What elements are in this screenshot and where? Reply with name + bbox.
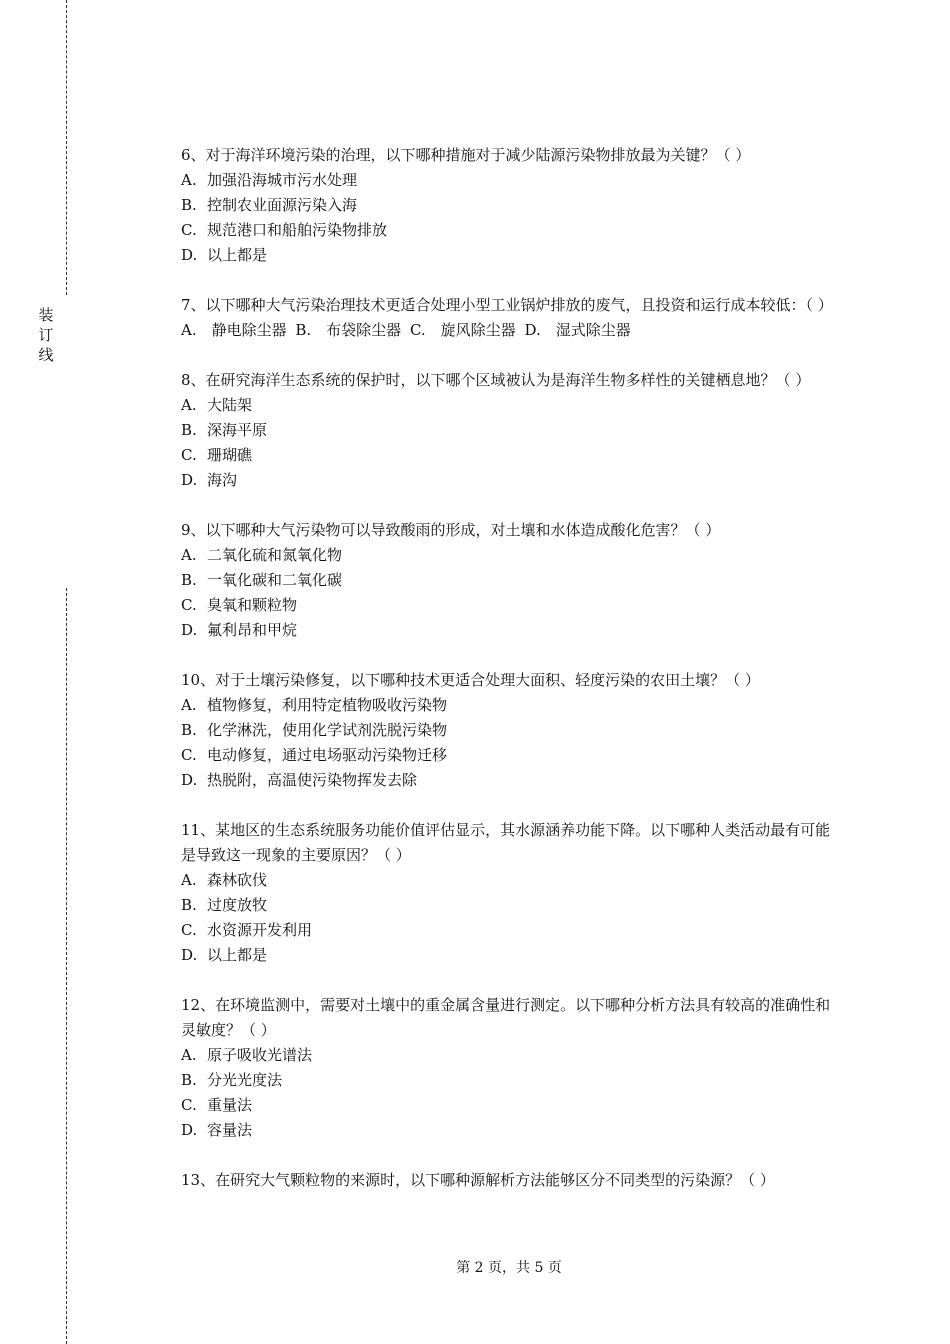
option-text: 重量法: [207, 1096, 253, 1114]
option-letter: A.: [181, 871, 197, 889]
page-number-footer: 第 2 页，共 5 页: [456, 1260, 562, 1276]
question-text: 6、对于海洋环境污染的治理，以下哪种措施对于减少陆源污染物排放最为关键？（ ）: [181, 146, 751, 164]
option-c: C. 旋风除尘器: [409, 321, 516, 339]
question-13: [181, 1168, 841, 1193]
option-letter: C.: [181, 221, 197, 239]
question-text: 8、在研究海洋生态系统的保护时，以下哪个区域被认为是海洋生物多样性的关键栖息地？（ ）: [181, 371, 811, 389]
option-letter: C.: [181, 746, 197, 764]
option-c: [181, 218, 841, 243]
option-text: 深海平原: [207, 421, 268, 439]
binding-char-1: 装: [38, 306, 54, 324]
option-c: [181, 593, 841, 618]
option-letter: B.: [181, 196, 197, 214]
question-text: 13、在研究大气颗粒物的来源时，以下哪种源解析方法能够区分不同类型的污染源？（ ）: [181, 1171, 775, 1189]
option-text: 氟利昂和甲烷: [207, 621, 298, 639]
option-text: 分光光度法: [207, 1071, 283, 1089]
binding-dashed-line-bottom: [66, 588, 67, 1344]
option-c: [181, 918, 841, 943]
option-text: 一氧化碳和二氧化碳: [207, 571, 343, 589]
option-d: [181, 243, 841, 268]
question-text: 12、在环境监测中，需要对土壤中的重金属含量进行测定。以下哪种分析方法具有较高的准确性和灵敏度？（ ）: [181, 996, 831, 1039]
question-text: 7、以下哪种大气污染治理技术更适合处理小型工业锅炉排放的废气，且投资和运行成本较低：（ ）: [181, 296, 833, 314]
option-a: [181, 543, 841, 568]
option-a: [181, 393, 841, 418]
option-text: 加强沿海城市污水处理: [207, 171, 358, 189]
option-b: [181, 718, 841, 743]
option-d: [181, 768, 841, 793]
binding-char-3: 线: [38, 346, 54, 364]
option-a: [181, 1043, 841, 1068]
question-8: [181, 368, 841, 493]
option-letter: C.: [181, 446, 197, 464]
option-b: [181, 193, 841, 218]
option-letter: A.: [181, 1046, 197, 1064]
option-text: 以上都是: [207, 246, 268, 264]
option-text: 过度放牧: [207, 896, 268, 914]
option-b: B. 布袋除尘器: [295, 321, 402, 339]
option-letter: B.: [181, 1071, 197, 1089]
option-text: 热脱附，高温使污染物挥发去除: [207, 771, 418, 789]
option-text: 电动修复，通过电场驱动污染物迁移: [207, 746, 448, 764]
option-c: [181, 743, 841, 768]
option-text: 控制农业面源污染入海: [207, 196, 358, 214]
option-b: [181, 1068, 841, 1093]
option-letter: B.: [181, 421, 197, 439]
option-letter: D.: [181, 471, 198, 489]
option-a: [181, 868, 841, 893]
question-6: [181, 143, 841, 268]
option-d: [181, 618, 841, 643]
option-d: [181, 468, 841, 493]
option-c: [181, 443, 841, 468]
option-text: 化学淋洗，使用化学试剂洗脱污染物: [207, 721, 448, 739]
option-text: 原子吸收光谱法: [207, 1046, 313, 1064]
option-a: [181, 168, 841, 193]
option-text: 海沟: [207, 471, 238, 489]
option-d: [181, 943, 841, 968]
option-letter: A.: [181, 171, 197, 189]
option-letter: B.: [181, 721, 197, 739]
option-text: 容量法: [207, 1121, 253, 1139]
option-text: 规范港口和船舶污染物排放: [207, 221, 388, 239]
option-letter: D.: [181, 946, 198, 964]
option-b: [181, 568, 841, 593]
question-7: [181, 293, 841, 343]
question-10: [181, 668, 841, 793]
binding-line-label: [36, 305, 56, 365]
option-letter: D.: [181, 771, 198, 789]
binding-char-2: 订: [38, 326, 54, 344]
option-letter: B.: [181, 896, 197, 914]
option-letter: D.: [181, 621, 198, 639]
question-11: [181, 818, 841, 968]
option-letter: D.: [181, 1121, 198, 1139]
option-text: 水资源开发利用: [207, 921, 313, 939]
option-letter: A.: [181, 546, 197, 564]
option-letter: C.: [181, 596, 197, 614]
question-9: [181, 518, 841, 643]
option-text: 植物修复，利用特定植物吸收污染物: [207, 696, 448, 714]
option-b: [181, 418, 841, 443]
option-letter: A.: [181, 696, 197, 714]
option-a: [181, 693, 841, 718]
option-a: A. 静电除尘器: [181, 321, 287, 339]
option-d: [181, 1118, 841, 1143]
option-text: 大陆架: [207, 396, 253, 414]
option-c: [181, 1093, 841, 1118]
option-text: 珊瑚礁: [207, 446, 253, 464]
option-text: 臭氧和颗粒物: [207, 596, 298, 614]
question-12: [181, 993, 841, 1143]
question-list: [181, 143, 841, 1218]
option-text: 以上都是: [207, 946, 268, 964]
question-text: 11、某地区的生态系统服务功能价值评估显示，其水源涵养功能下降。以下哪种人类活动最有可能是导致这一现象的主要原因？（ ）: [181, 821, 831, 864]
option-b: [181, 893, 841, 918]
option-text: 森林砍伐: [207, 871, 268, 889]
question-text: 9、以下哪种大气污染物可以导致酸雨的形成，对土壤和水体造成酸化危害？（ ）: [181, 521, 721, 539]
option-letter: B.: [181, 571, 197, 589]
option-letter: C.: [181, 1096, 197, 1114]
option-letter: D.: [181, 246, 198, 264]
option-text: 二氧化硫和氮氧化物: [207, 546, 343, 564]
option-letter: A.: [181, 396, 197, 414]
binding-dashed-line-top: [66, 0, 67, 295]
option-d: D. 湿式除尘器: [524, 321, 631, 339]
option-letter: C.: [181, 921, 197, 939]
inline-options: [181, 318, 841, 343]
question-text: 10、对于土壤污染修复，以下哪种技术更适合处理大面积、轻度污染的农田土壤？（ ）: [181, 671, 760, 689]
